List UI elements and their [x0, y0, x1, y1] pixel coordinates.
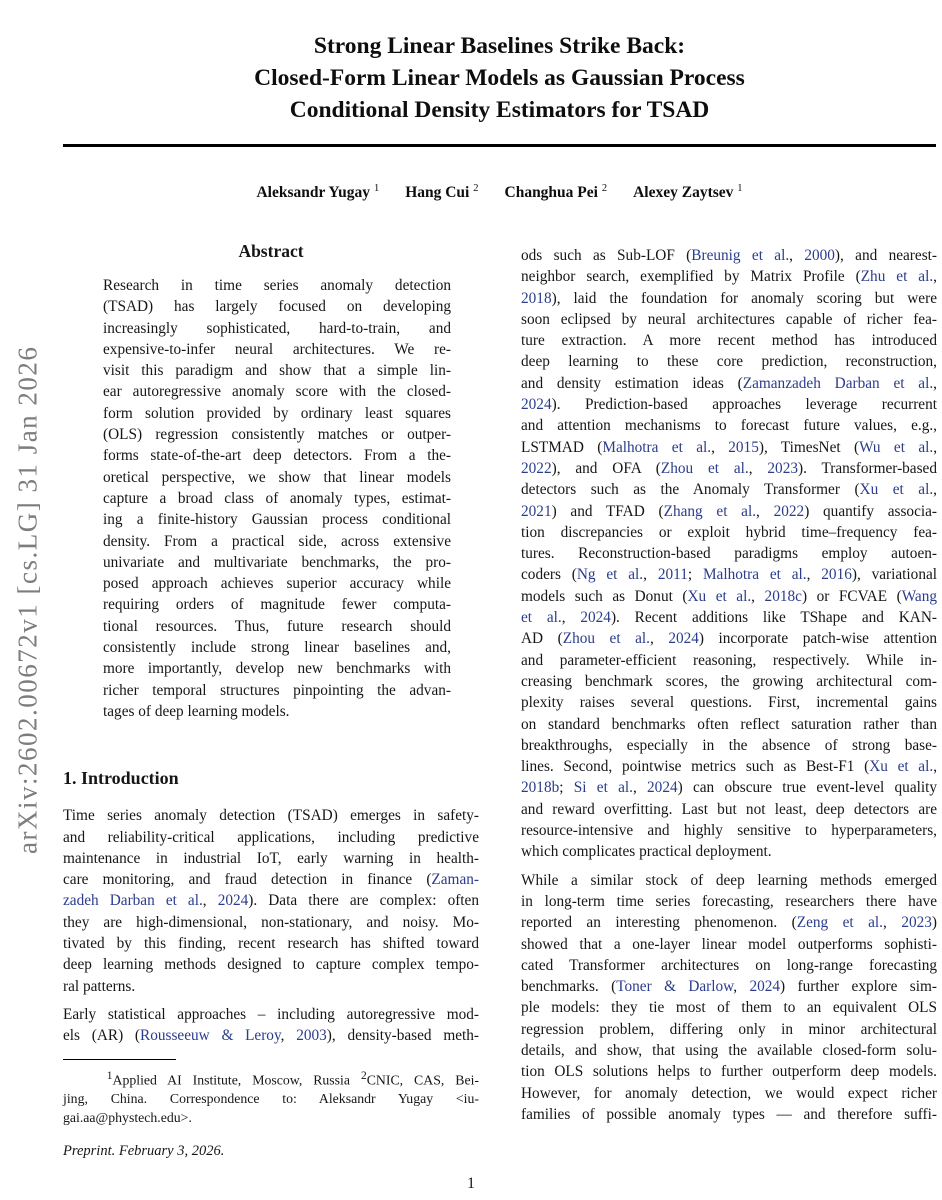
citation-link[interactable]: 2024 — [749, 978, 781, 996]
title-line: Strong Linear Baselines Strike Back: — [313, 33, 686, 59]
citation-link[interactable]: Xu et al. — [869, 758, 934, 776]
text-line: which complicates practical deployment. — [521, 843, 772, 861]
text-line: consistently include strong linear baselines and, — [103, 639, 451, 657]
citation-link[interactable]: 2023 — [901, 914, 932, 932]
text-line: ral patterns. — [63, 977, 136, 995]
left-column — [63, 240, 479, 1160]
text-line: tivated by this finding, recent research has shifted toward — [63, 935, 479, 953]
paragraph — [521, 245, 937, 863]
title-rule — [63, 144, 936, 147]
text-line: soon eclipsed by neural architectures capable of richer fea- — [521, 310, 937, 328]
text-line: richer temporal structures pinpointing the advan- — [103, 681, 451, 699]
text-line: However, for anomaly detection, we would expect richer — [521, 1084, 937, 1102]
text-line: more importantly, develop new benchmarks with — [103, 660, 451, 678]
citation-link[interactable]: Zamanzadeh Darban et al. — [742, 374, 934, 392]
citation-link[interactable]: Malhotra et al. — [602, 438, 712, 456]
text-line: lines. Second, pointwise metrics such as Best-F1 (Xu et al., — [521, 758, 938, 776]
paragraph — [63, 1004, 479, 1047]
text-line: 2018b; Si et al., 2024) can obscure true event-level quality — [521, 779, 938, 797]
text-line: benchmarks. (Toner & Darlow, 2024) further explore sim- — [521, 978, 937, 996]
text-line: cated Transformer architectures on long-range forecasting — [521, 956, 937, 974]
citation-link[interactable]: 2024 — [580, 609, 611, 627]
text-line: Research in time series anomaly detection — [103, 277, 451, 294]
text-line: in long-term time series forecasting, researchers there have — [521, 892, 937, 910]
citation-link[interactable]: et al. — [521, 609, 562, 627]
citation-link[interactable]: Toner & Darlow — [616, 978, 734, 996]
citation-link[interactable]: Xu et al. — [859, 481, 934, 499]
text-line: oretical perspective, we show that linear models — [103, 468, 451, 486]
author: Hang Cui $^2$ — [405, 183, 479, 202]
citation-link[interactable]: 2016 — [821, 566, 852, 584]
text-line: families of possible anomaly types — and therefore suffi- — [521, 1105, 937, 1123]
text-line: expensive-to-infer neural architectures. We re- — [103, 340, 451, 358]
citation-link[interactable]: Zhu et al. — [860, 268, 934, 286]
citation-link[interactable]: 2021 — [521, 502, 552, 520]
citation-link[interactable]: 2024 — [668, 630, 699, 648]
text-line: coders (Ng et al., 2011; Malhotra et al., 2016), variational — [521, 566, 938, 584]
author: Alexey Zaytsev $^1$ — [633, 183, 743, 202]
section-heading-introduction: 1. Introduction — [63, 768, 179, 789]
text-line: 2021) and TFAD (Zhang et al., 2022) quantify associa- — [521, 502, 937, 520]
paper-title — [63, 30, 936, 126]
paragraph — [63, 1067, 479, 1128]
text-line: on standard benchmarks often reflect saturation rather than — [521, 715, 937, 733]
text-line: posed approach achieves superior accuracy while — [103, 575, 451, 593]
text-line: jing, China. Correspondence to: Aleksandr Yugay <iu- — [63, 1091, 479, 1107]
citation-link[interactable]: Zeng et al. — [796, 914, 884, 932]
author-affiliation-mark: 2 — [601, 183, 608, 194]
text-line: 2022), and OFA (Zhou et al., 2023). Transformer-based — [521, 459, 937, 477]
text-line: increasingly sophisticated, hard-to-train, and — [103, 319, 451, 337]
page-number: 1 — [467, 1175, 475, 1192]
text-line: care monitoring, and fraud detection in finance (Zaman- — [63, 871, 479, 889]
author-affiliation-mark: 1 — [373, 183, 380, 194]
text-line: tion discrepancies or exploit hybrid time–frequency fea- — [521, 523, 937, 541]
citation-link[interactable]: Ng et al. — [576, 566, 644, 584]
text-line: they are high-dimensional, non-stationary, and noisy. Mo- — [63, 913, 479, 931]
text-line: resource-intensive and highly sensitive to hyperparameters, — [521, 822, 937, 840]
text-line: 2024). Prediction-based approaches leverage recurrent — [521, 396, 937, 414]
citation-link[interactable]: 2022 — [521, 459, 552, 477]
text-line: and reward overfitting. Last but not least, deep detectors are — [521, 800, 937, 818]
citation-link[interactable]: Wu et al. — [859, 438, 934, 456]
text-line: models such as Donut (Xu et al., 2018c) or FCVAE (Wang — [521, 587, 937, 605]
author: Aleksandr Yugay $^1$ — [256, 183, 380, 202]
paragraph — [521, 870, 937, 1126]
text-line: regression problem, differing only in minor architectural — [521, 1020, 937, 1038]
text-line: (TSAD) has largely focused on developing — [103, 298, 451, 316]
text-line: requiring orders of magnitude fewer computa- — [103, 596, 451, 614]
text-line: ing a finite-history Gaussian process conditional — [103, 511, 451, 529]
citation-link[interactable]: Si et al. — [573, 779, 633, 797]
text-line: and attention mechanisms to forecast future values, e.g., — [521, 417, 937, 435]
paragraph — [63, 805, 479, 997]
citation-link[interactable]: Zhang et al. — [663, 502, 757, 520]
right-column — [521, 245, 937, 1132]
arxiv-watermark: arXiv:2602.00672v1 [cs.LG] 31 Jan 2026 — [12, 345, 43, 855]
text-line: ple models: they tie most of them to an equivalent OLS — [521, 999, 937, 1017]
text-line: et al., 2024). Recent additions like TShape and KAN- — [521, 609, 937, 627]
introduction-text — [63, 805, 479, 1046]
abstract-heading: Abstract — [238, 241, 304, 261]
text-line: AD (Zhou et al., 2024) incorporate patch-wise attention — [521, 630, 937, 648]
preprint-line: Preprint. February 3, 2026. — [63, 1142, 225, 1159]
citation-link[interactable]: Breunig et al. — [691, 247, 790, 264]
footnote — [63, 1059, 479, 1160]
citation-link[interactable]: zadeh Darban et al. — [63, 892, 203, 910]
text-line: Time series anomaly detection (TSAD) emerges in safety- — [63, 807, 479, 825]
text-line: tures. Reconstruction-based paradigms employ autoen- — [521, 545, 937, 563]
text-line: neighbor search, exemplified by Matrix Profile (Zhu et al., — [521, 268, 937, 286]
text-line: LSTMAD (Malhotra et al., 2015), TimesNet (Wu et al., — [521, 438, 938, 456]
text-line: breakthroughs, especially in the absence of strong base- — [521, 736, 937, 754]
footnote-marker: 2 — [360, 1070, 367, 1082]
text-line: and reliability-critical applications, including predictive — [63, 828, 479, 846]
citation-link[interactable]: 2022 — [773, 502, 805, 520]
citation-link[interactable]: 2018c — [764, 587, 802, 605]
text-line: ods such as Sub-LOF (Breunig et al., 2000), and nearest- — [521, 247, 937, 264]
citation-link[interactable]: 2015 — [728, 438, 759, 456]
abstract-body — [103, 275, 451, 722]
citation-link[interactable]: Zhou et al. — [660, 459, 749, 477]
text-line: gai.aa@phystech.edu>. — [63, 1110, 192, 1125]
text-line: density. From a practical side, across extensive — [103, 532, 451, 550]
text-line: zadeh Darban et al., 2024). Data there are complex: often — [63, 892, 480, 910]
author-affiliation-mark: 2 — [473, 183, 479, 194]
text-line: univariate and multivariate benchmarks, the pro- — [103, 553, 451, 571]
citation-link[interactable]: 2018b — [521, 779, 560, 797]
text-line: forms state-of-the-art deep detectors. From a the- — [103, 447, 451, 465]
paragraph — [103, 275, 451, 722]
text-line: maintenance in industrial IoT, early warning in health- — [63, 849, 479, 867]
text-line: ear autoregressive anomaly score with the closed- — [103, 383, 451, 401]
footnote-text — [63, 1067, 479, 1128]
text-line: visit this paradigm and show that a simple lin- — [103, 362, 451, 380]
citation-link[interactable]: 2024 — [217, 892, 249, 910]
citation-link[interactable]: Rousseeuw & Leroy — [140, 1027, 281, 1045]
citation-link[interactable]: Wang — [901, 587, 937, 605]
author: Changhua Pei $^2$ — [504, 183, 608, 202]
citation-link[interactable]: Zhou et al. — [562, 630, 650, 648]
citation-link[interactable]: 2024 — [521, 396, 552, 414]
text-line: deep learning to these core prediction, reconstruction, — [521, 353, 937, 371]
text-line: plexity raises several questions. First, incremental gains — [521, 694, 937, 712]
citation-link[interactable]: 2018 — [521, 289, 552, 307]
citation-link[interactable]: 2024 — [647, 779, 678, 797]
text-line: While a similar stock of deep learning methods emerged — [521, 871, 937, 889]
citation-link[interactable]: 2023 — [767, 459, 798, 477]
text-line: tional resources. Thus, future research should — [103, 617, 451, 635]
text-line: tion OLS solutions helps to further outperform deep models. — [521, 1063, 937, 1081]
text-line: ture extraction. A more recent method has introduced — [521, 332, 937, 350]
author-list — [63, 183, 936, 202]
text-line: Early statistical approaches – including autoregressive mod- — [63, 1005, 479, 1023]
text-line: 2018), laid the foundation for anomaly scoring but were — [521, 289, 937, 307]
citation-link[interactable]: Malhotra et al. — [702, 566, 807, 584]
text-line: tages of deep learning models. — [103, 702, 290, 720]
text-line: deep learning methods designed to capture complex tempo- — [63, 956, 479, 974]
footnote-rule — [63, 1059, 176, 1061]
text-line: $^1$Applied AI Institute, Moscow, Russia $^2$CNIC, CAS, Bei- — [106, 1070, 480, 1088]
text-line: (OLS) regression consistently matches or outper- — [103, 426, 451, 444]
footnote-marker: 1 — [106, 1070, 113, 1082]
text-line: creasing benchmark scores, the growing architectural com- — [521, 672, 937, 690]
text-line: details, and show, that using the available closed-form solu- — [521, 1041, 937, 1059]
text-line: reported an interesting phenomenon. (Zeng et al., 2023) — [521, 914, 938, 932]
citation-link[interactable]: Xu et al. — [687, 587, 752, 605]
text-line: els (AR) (Rousseeuw & Leroy, 2003), density-based meth- — [63, 1027, 479, 1045]
text-line: detectors such as the Anomaly Transformer (Xu et al., — [521, 481, 937, 499]
citation-link[interactable]: 2003 — [296, 1027, 327, 1045]
text-line: capture a broad class of anomaly types, estimat- — [103, 489, 451, 507]
author-affiliation-mark: 1 — [737, 183, 743, 194]
citation-link[interactable]: Zaman- — [431, 871, 479, 889]
text-line: and parameter-efficient reasoning, respectively. While in- — [521, 651, 937, 669]
text-line: showed that a one-layer linear model outperforms sophisti- — [521, 935, 937, 953]
title-line: Closed-Form Linear Models as Gaussian Process — [254, 65, 745, 91]
text-line: and density estimation ideas (Zamanzadeh Darban et al., — [521, 374, 937, 392]
citation-link[interactable]: 2000 — [804, 247, 835, 264]
title-line: Conditional Density Estimators for TSAD — [289, 97, 710, 123]
citation-link[interactable]: 2011 — [657, 566, 688, 584]
text-line: form solution provided by ordinary least squares — [103, 404, 451, 422]
